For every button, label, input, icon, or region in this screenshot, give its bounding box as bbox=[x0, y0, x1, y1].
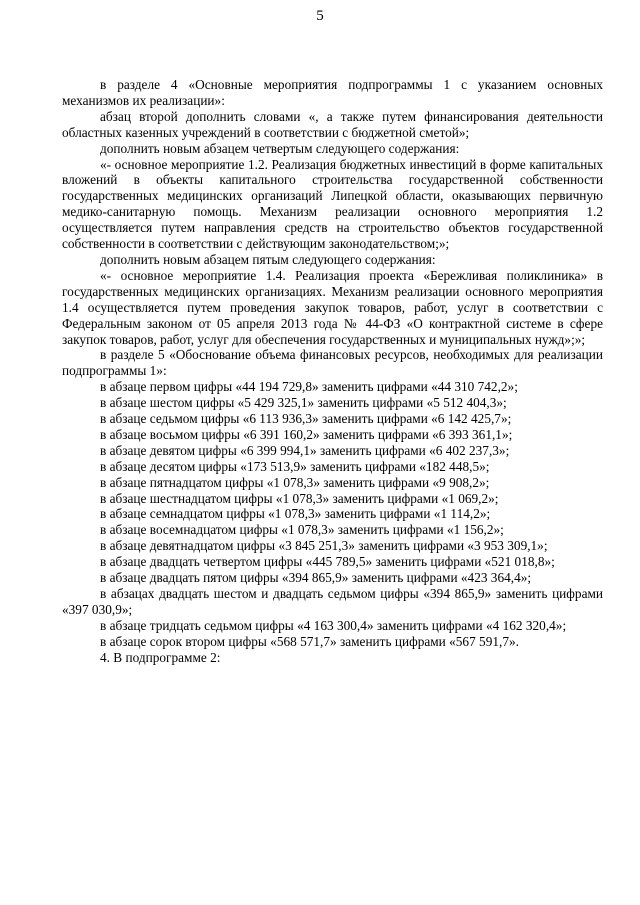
paragraph: в абзацах двадцать шестом и двадцать седьмом цифры «394 865,9» заменить цифрами «397 030,9»; bbox=[62, 586, 603, 617]
paragraph: в абзаце восемнадцатом цифры «1 078,3» заменить цифрами «1 156,2»; bbox=[100, 522, 504, 538]
paragraph: в разделе 5 «Обоснование объема финансовых ресурсов, необходимых для реализации подпрограммы 1»: bbox=[62, 347, 603, 379]
paragraph: в абзаце седьмом цифры «6 113 936,3» заменить цифрами «6 142 425,7»; bbox=[100, 411, 512, 427]
paragraph: абзац второй дополнить словами «, а также путем финансирования деятельности областных казенных учреждений в соответствии с бюджетной сметой»; bbox=[62, 108, 603, 140]
paragraph: в абзаце двадцать пятом цифры «394 865,9» заменить цифрами «423 364,4»; bbox=[100, 570, 532, 586]
page-number: 5 bbox=[316, 8, 324, 24]
paragraph: в абзаце шестнадцатом цифры «1 078,3» заменить цифрами «1 069,2»; bbox=[100, 490, 499, 506]
paragraph: в абзаце тридцать седьмом цифры «4 163 300,4» заменить цифрами «4 162 320,4»; bbox=[100, 617, 567, 633]
paragraph: «- основное мероприятие 1.2. Реализация бюджетных инвестиций в форме капитальных вложений в объекты капитального строительства государственной собственности государственных медицинских организаций Липецкой области, оказывающих первичную медико-санитарную помощь. Механизм реализации основного мероприятия 1.2 осуществляется путем направления средств на строительство объектов государственной собственности в соответствии с действующим законодательством;»; bbox=[62, 156, 603, 252]
paragraph: в абзаце семнадцатом цифры «1 078,3» заменить цифрами «1 114,2»; bbox=[100, 506, 491, 522]
paragraph: в абзаце пятнадцатом цифры «1 078,3» заменить цифрами «9 908,2»; bbox=[100, 474, 490, 490]
paragraph: в абзаце девятнадцатом цифры «3 845 251,3» заменить цифрами «3 953 309,1»; bbox=[100, 538, 548, 554]
paragraph: «- основное мероприятие 1.4. Реализация проекта «Бережливая поликлиника» в государственных медицинских организациях. Механизм реализации основного мероприятия 1.4 осуществляется путем проведения закупок товаров, работ, услуг в соответствии с Федеральным законом от 05 апреля 2013 года № 44-ФЗ «О контрактной системе в сфере закупок товаров, работ, услуг для обеспечения государственных и муниципальных нужд»;»; bbox=[62, 267, 603, 347]
paragraph: в разделе 4 «Основные мероприятия подпрограммы 1 с указанием основных механизмов их реализации»: bbox=[62, 77, 603, 108]
document-body bbox=[62, 77, 603, 666]
paragraph: в абзаце восьмом цифры «6 391 160,2» заменить цифрами «6 393 361,1»; bbox=[100, 426, 513, 442]
paragraph: в абзаце шестом цифры «5 429 325,1» заменить цифрами «5 512 404,3»; bbox=[100, 395, 507, 411]
paragraph: в абзаце двадцать четвертом цифры «445 789,5» заменить цифрами «521 018,8»; bbox=[100, 554, 555, 570]
paragraph: дополнить новым абзацем пятым следующего содержания: bbox=[100, 251, 436, 267]
paragraph: в абзаце девятом цифры «6 399 994,1» заменить цифрами «6 402 237,3»; bbox=[100, 442, 510, 458]
paragraph: в абзаце первом цифры «44 194 729,8» заменить цифрами «44 310 742,2»; bbox=[100, 379, 518, 395]
paragraph: в абзаце десятом цифры «173 513,9» заменить цифрами «182 448,5»; bbox=[100, 458, 490, 474]
paragraph: в абзаце сорок втором цифры «568 571,7» заменить цифрами «567 591,7». bbox=[100, 633, 519, 649]
paragraph: 4. В подпрограмме 2: bbox=[100, 649, 221, 665]
paragraph: дополнить новым абзацем четвертым следующего содержания: bbox=[100, 140, 460, 156]
